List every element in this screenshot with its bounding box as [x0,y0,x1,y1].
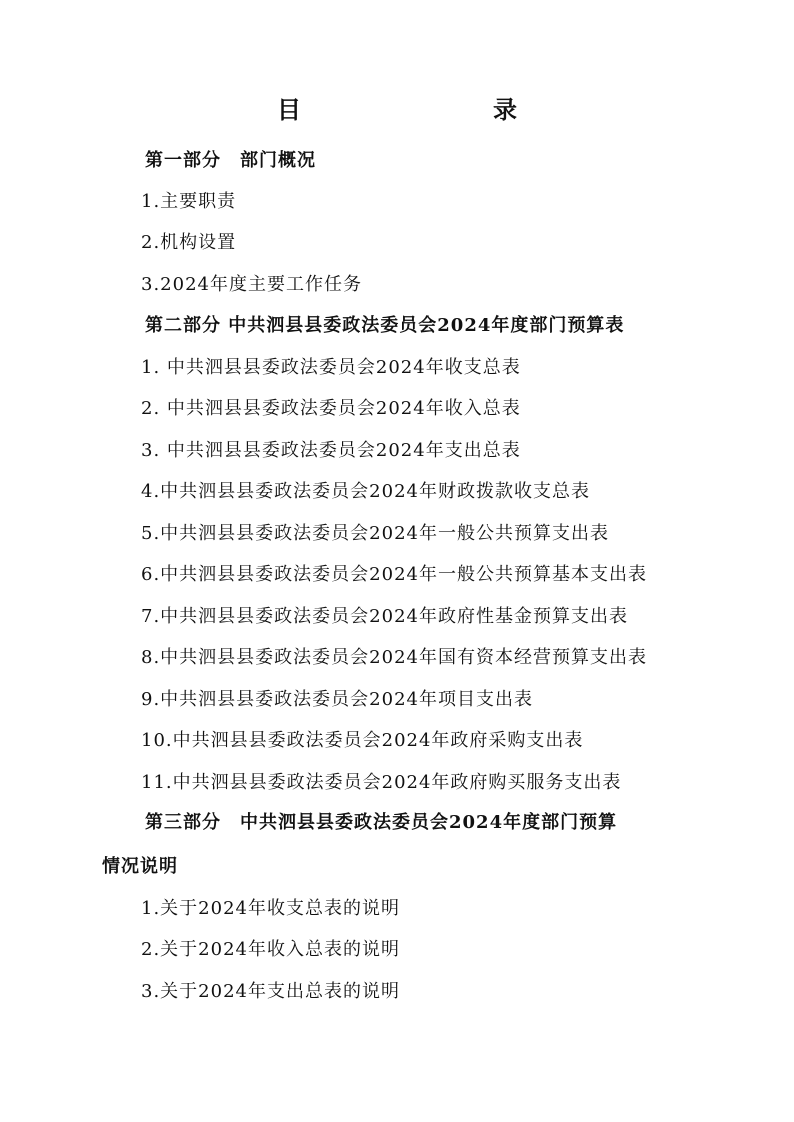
part1-item-3: 3.2024年度主要工作任务 [141,274,362,295]
part3-item-1: 1.关于2024年收支总表的说明 [141,898,400,919]
part2-item-6: 6.中共泗县县委政法委员会2024年一般公共预算基本支出表 [141,564,647,585]
part2-item-2: 2. 中共泗县县委政法委员会2024年收入总表 [141,398,521,419]
part2-heading: 第二部分 中共泗县县委政法委员会2024年度部门预算表 [145,315,625,336]
part1-item-1: 1.主要职责 [141,191,237,212]
part2-item-9: 9.中共泗县县委政法委员会2024年项目支出表 [141,689,533,710]
part2-item-3: 3. 中共泗县县委政法委员会2024年支出总表 [141,440,521,461]
part3-heading [102,801,702,889]
part1-item-2: 2.机构设置 [141,232,237,253]
part2-item-11: 11.中共泗县县委政法委员会2024年政府购买服务支出表 [141,772,622,793]
part3-item-3: 3.关于2024年支出总表的说明 [141,981,400,1002]
part2-item-8: 8.中共泗县县委政法委员会2024年国有资本经营预算支出表 [141,647,647,668]
part2-item-1: 1. 中共泗县县委政法委员会2024年收支总表 [141,357,521,378]
part2-item-4: 4.中共泗县县委政法委员会2024年财政拨款收支总表 [141,481,590,502]
part1-heading: 第一部分 部门概况 [145,150,316,171]
part3-item-2: 2.关于2024年收入总表的说明 [141,939,400,960]
part3-heading-line1: 第三部分 中共泗县县委政法委员会2024年度部门预算 [145,812,618,833]
page-title: 目 录 [277,95,565,124]
part2-item-5: 5.中共泗县县委政法委员会2024年一般公共预算支出表 [141,523,609,544]
part2-item-7: 7.中共泗县县委政法委员会2024年政府性基金预算支出表 [141,606,628,627]
part2-item-10: 10.中共泗县县委政法委员会2024年政府采购支出表 [141,730,584,751]
part3-heading-line2: 情况说明 [102,856,178,877]
